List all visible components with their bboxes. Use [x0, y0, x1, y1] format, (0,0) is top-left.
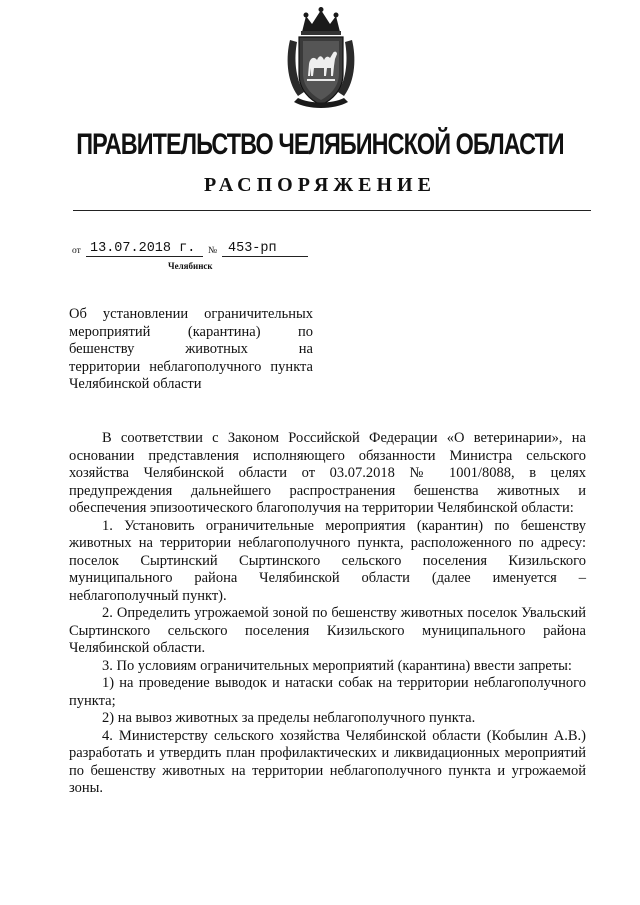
- document-number: 453-рп: [222, 241, 308, 257]
- document-date: 13.07.2018 г.: [86, 241, 203, 257]
- clause-paragraph: 1. Установить ограничительные мероприятия (карантин) по бешенству животных на территории неблагополучного пункта, расположенного по адресу: поселок Сыртинский Сыртинского сельского поселения Кизильского муниципального района Челябинской области (далее именуется – неблагополучный пункт).: [69, 517, 586, 604]
- preamble-paragraph: В соответствии с Законом Российской Федерации «О ветеринарии», на основании представления исполняющего обязанности Министра сельского хозяйства Челябинской области от 03.07.2018 № 1001/8088, в целях предупреждения дальнейшего распространения бешенства животных и обеспечения эпизоотического благополучия на территории Челябинской области:: [69, 430, 586, 516]
- government-title: ПРАВИТЕЛЬСТВО ЧЕЛЯБИНСКОЙ ОБЛАСТИ: [76, 128, 564, 161]
- clause-paragraph: 3. По условиям ограничительных мероприятий (карантина) ввести запреты:: [102, 657, 572, 674]
- issue-city: Челябинск: [168, 261, 213, 271]
- subject-line: бешенству животных на: [69, 341, 313, 357]
- clause-paragraph: 4. Министерству сельского хозяйства Челябинской области (Кобылин А.В.) разработать и утвердить план профилактических и ликвидационных мероприятий по бешенству животных на территории неблагополучного пункта и угрожаемой зоны.: [69, 727, 586, 796]
- document-type-heading: РАСПОРЯЖЕНИЕ: [204, 174, 436, 196]
- coat-of-arms-emblem: [284, 6, 358, 112]
- clause-paragraph: 2. Определить угрожаемой зоной по бешенству животных поселок Увальский Сыртинского сельского поселения Кизильского муниципального района Челябинской области.: [69, 605, 586, 656]
- subclause-paragraph: 2) на вывоз животных за пределы неблагополучного пункта.: [102, 710, 476, 726]
- subject-line: Челябинской области: [69, 376, 202, 392]
- subject-line: территории неблагополучного пункта: [69, 358, 313, 375]
- subject-line: мероприятий (карантина) по: [69, 323, 313, 340]
- subclause-paragraph: 1) на проведение выводок и натаски собак на территории неблагополучного пункта;: [69, 675, 586, 709]
- document-meta: [72, 241, 312, 263]
- date-label: от: [72, 246, 81, 256]
- header-divider: [73, 210, 591, 211]
- subject-line: Об установлении ограничительных: [69, 306, 313, 322]
- document-subject: [69, 306, 313, 394]
- document-body: [69, 430, 586, 798]
- number-label: №: [208, 246, 218, 256]
